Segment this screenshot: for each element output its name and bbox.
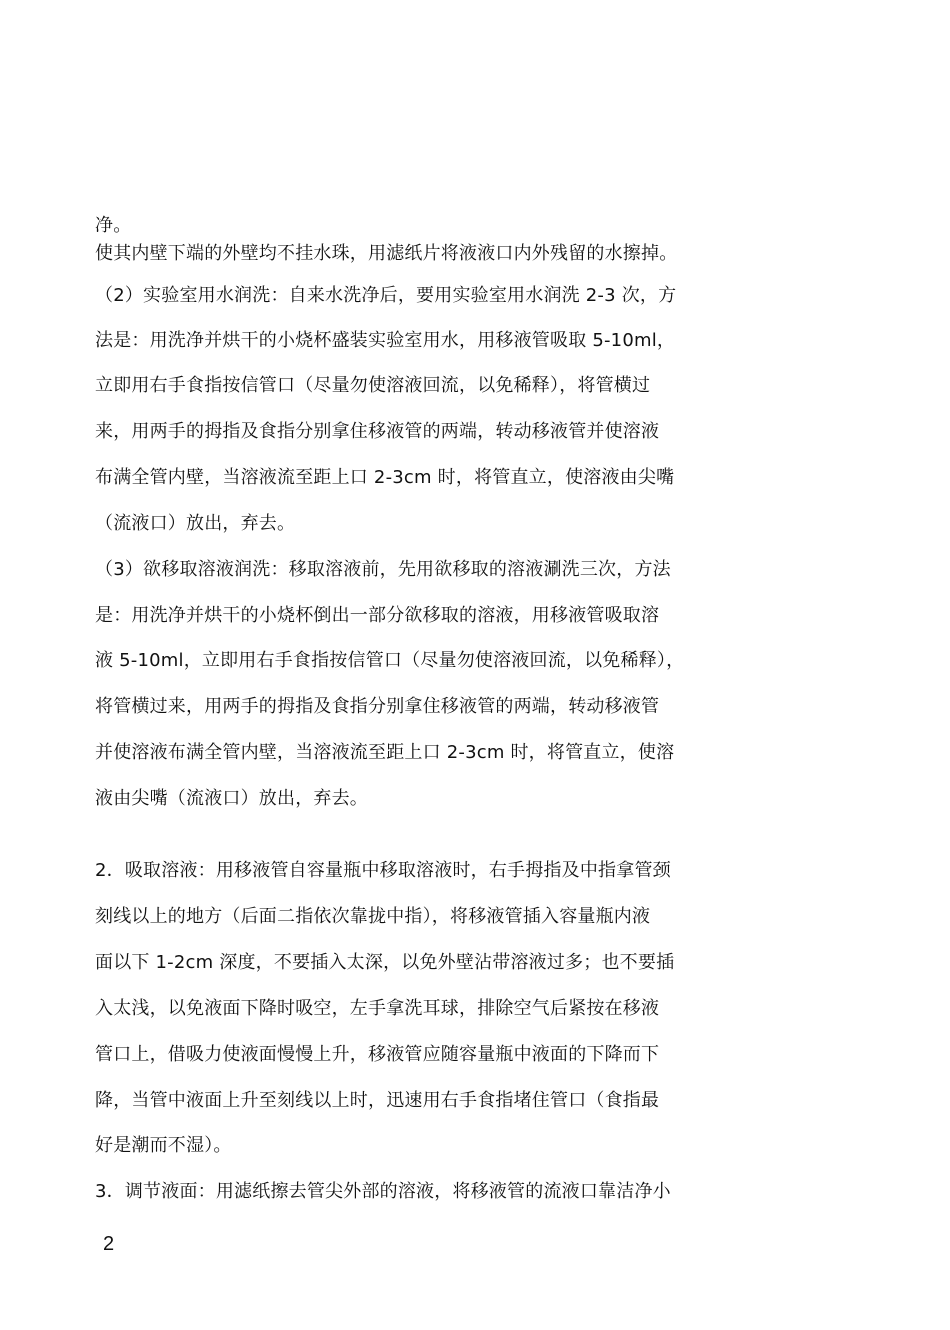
text-line: 并使溶液布满全管内壁，当溶液流至距上口 2-3cm 时，将管直立，使溶 [95,742,675,763]
text-line: （流液口）放出，弃去。 [95,513,296,534]
text-line: 净。 [95,215,132,236]
text-line: 面以下 1-2cm 深度，不要插入太深，以免外壁沾带溶液过多；也不要插 [95,952,675,973]
text-line: 管口上，借吸力使液面慢慢上升，移液管应随容量瓶中液面的下降而下 [95,1044,660,1065]
text-line: 是：用洗净并烘干的小烧杯倒出一部分欲移取的溶液，用移液管吸取溶 [95,605,660,626]
text-line: 2．吸取溶液：用移液管自容量瓶中移取溶液时，右手拇指及中指拿管颈 [95,860,671,881]
text-line: 将管横过来，用两手的拇指及食指分别拿住移液管的两端，转动移液管 [95,696,660,717]
text-line: 液由尖嘴（流液口）放出，弃去。 [95,788,368,809]
text-line: 入太浅，以免液面下降时吸空，左手拿洗耳球，排除空气后紧按在移液 [95,998,660,1019]
text-line: 立即用右手食指按信管口（尽量勿使溶液回流，以免稀释），将管横过 [95,375,651,396]
text-line: 液 5-10ml，立即用右手食指按信管口（尽量勿使溶液回流，以免稀释）， [95,650,685,671]
text-line: 来，用两手的拇指及食指分别拿住移液管的两端，转动移液管并使溶液 [95,421,660,442]
text-line: 布满全管内壁，当溶液流至距上口 2-3cm 时，将管直立，使溶液由尖嘴 [95,467,675,488]
text-line: 降，当管中液面上升至刻线以上时，迅速用右手食指堵住管口（食指最 [95,1090,660,1111]
text-line: （2）实验室用水润洗：自来水洗净后，要用实验室用水润洗 2-3 次，方 [95,285,677,306]
text-line: （3）欲移取溶液润洗：移取溶液前，先用欲移取的溶液涮洗三次，方法 [95,559,671,580]
text-line: 法是：用洗净并烘干的小烧杯盛装实验室用水，用移液管吸取 5-10ml， [95,330,676,351]
text-line: 好是潮而不湿）。 [95,1135,232,1156]
page-number: 2 [103,1233,115,1255]
text-line: 刻线以上的地方（后面二指依次靠拢中指），将移液管插入容量瓶内液 [95,906,651,927]
text-line: 3．调节液面：用滤纸擦去管尖外部的溶液，将移液管的流液口靠洁净小 [95,1181,671,1202]
text-line: 使其内壁下端的外壁均不挂水珠，用滤纸片将液液口内外残留的水擦掉。 [95,243,678,264]
